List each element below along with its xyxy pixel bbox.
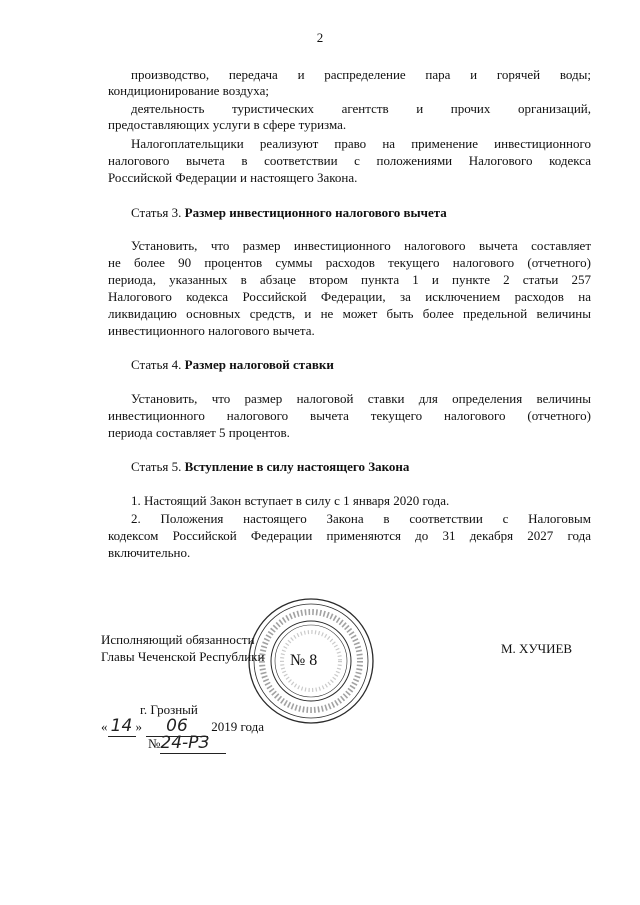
city: г. Грозный [140, 702, 198, 717]
paragraph-line: кодексом Российской Федерации применяются до 31 декабря 2027 года [108, 528, 591, 543]
article-prefix: Статья 4. [131, 357, 182, 372]
paragraph-line: Налогового кодекса Российской Федерации, за исключением расходов на [108, 289, 591, 304]
paragraph-line: 1. Настоящий Закон вступает в силу с 1 января 2020 года. [131, 493, 450, 508]
law-number [148, 733, 226, 754]
date-month: 06 [146, 716, 208, 737]
paragraph-line: Установить, что размер налоговой ставки для определения величины [131, 391, 591, 406]
article-prefix: Статья 3. [131, 205, 182, 220]
paragraph-line: Установить, что размер инвестиционного налогового вычета составляет [131, 238, 591, 253]
date-day: 14 [108, 716, 136, 737]
quote-close: » [135, 719, 142, 734]
page-number: 2 [316, 30, 324, 45]
article-title: Вступление в силу настоящего Закона [184, 459, 410, 474]
paragraph-line: налогового вычета в соответствии с положениями Налогового кодекса [108, 153, 591, 168]
paragraph-line: периода составляет 5 процентов. [108, 425, 290, 440]
paragraph-line: Российской Федерации и настоящего Закона. [108, 170, 358, 185]
article-heading [131, 357, 334, 373]
quote-open: « [101, 719, 108, 734]
signatory-name: М. ХУЧИЕВ [501, 641, 573, 656]
signatory-position: Главы Чеченской Республики [101, 649, 265, 664]
paragraph-line: периода, указанных в абзаце втором пункта 1 и пункте 2 статьи 257 [108, 272, 591, 287]
paragraph-line: не более 90 процентов суммы расходов текущего налогового (отчетного) [108, 255, 591, 270]
number-value: 24-РЗ [160, 733, 226, 754]
paragraph-line: инвестиционного налогового вычета. [108, 323, 315, 338]
paragraph-line: 2. Положения настоящего Закона в соответствии с Налоговым [131, 511, 591, 526]
paragraph-line: производство, передача и распределение пара и горячей воды; [131, 67, 591, 82]
paragraph-line: предоставляющих услуги в сфере туризма. [108, 117, 347, 132]
seal-number: № 8 [290, 652, 318, 669]
article-title: Размер инвестиционного налогового вычета [184, 205, 447, 220]
paragraph-line: деятельность туристических агентств и прочих организаций, [131, 101, 591, 116]
number-prefix: № [148, 736, 161, 751]
paragraph-line: включительно. [108, 545, 191, 560]
paragraph-line: кондиционирование воздуха; [108, 83, 269, 98]
paragraph-line: Налогоплательщики реализуют право на применение инвестиционного [131, 136, 591, 151]
article-title: Размер налоговой ставки [184, 357, 334, 372]
date-year: 2019 года [211, 719, 265, 734]
article-heading [131, 459, 409, 475]
paragraph-line: ликвидацию основных средств, и не может быть более предельной величины [108, 306, 591, 321]
signatory-position: Исполняющий обязанности [101, 632, 255, 647]
article-prefix: Статья 5. [131, 459, 182, 474]
article-heading [131, 205, 447, 221]
paragraph-line: инвестиционного налогового вычета текущего налогового (отчетного) [108, 408, 591, 423]
